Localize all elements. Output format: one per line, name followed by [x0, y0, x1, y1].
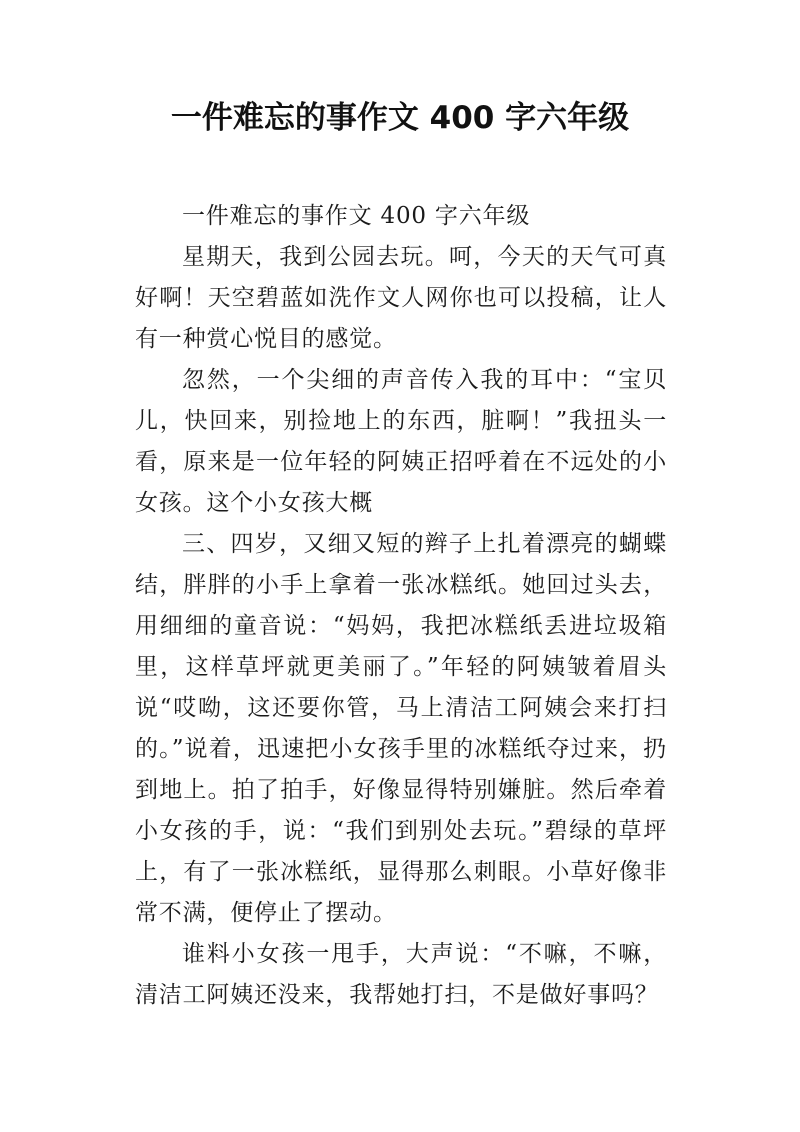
paragraph: 三、四岁，又细又短的辫子上扎着漂亮的蝴蝶结，胖胖的小手上拿着一张冰糕纸。她回过头去，用细细的童音说：“妈妈，我把冰糕纸丢进垃圾箱里，这样草坪就更美丽了。”年轻的阿姨皱着眉头说“哎呦，这还要你管，马上清洁工阿姨会来打扫的。”说着，迅速把小女孩手里的冰糕纸夺过来，扔到地上。拍了拍手，好像显得特别嫌脏。然后牵着小女孩的手，说：“我们到别处去玩。”碧绿的草坪上，有了一张冰糕纸，显得那么刺眼。小草好像非常不满，便停止了摆动。: [135, 531, 667, 926]
paragraph: 忽然，一个尖细的声音传入我的耳中：“宝贝儿，快回来，别捡地上的东西，脏啊！”我扭头一看，原来是一位年轻的阿姨正招呼着在不远处的小女孩。这个小女孩大概: [135, 367, 667, 516]
paragraph-subtitle: 一件难忘的事作文 400 字六年级: [182, 203, 531, 229]
paragraph: 谁料小女孩一甩手，大声说：“不嘛，不嘛，清洁工阿姨还没来，我帮她打扫，不是做好事吗？: [135, 941, 667, 1008]
paragraph: 星期天，我到公园去玩。呵，今天的天气可真好啊！天空碧蓝如洗作文人网你也可以投稿，让人有一种赏心悦目的感觉。: [135, 244, 667, 352]
document-title: 一件难忘的事作文 400 字六年级: [170, 100, 630, 136]
document-body: [135, 196, 667, 1016]
